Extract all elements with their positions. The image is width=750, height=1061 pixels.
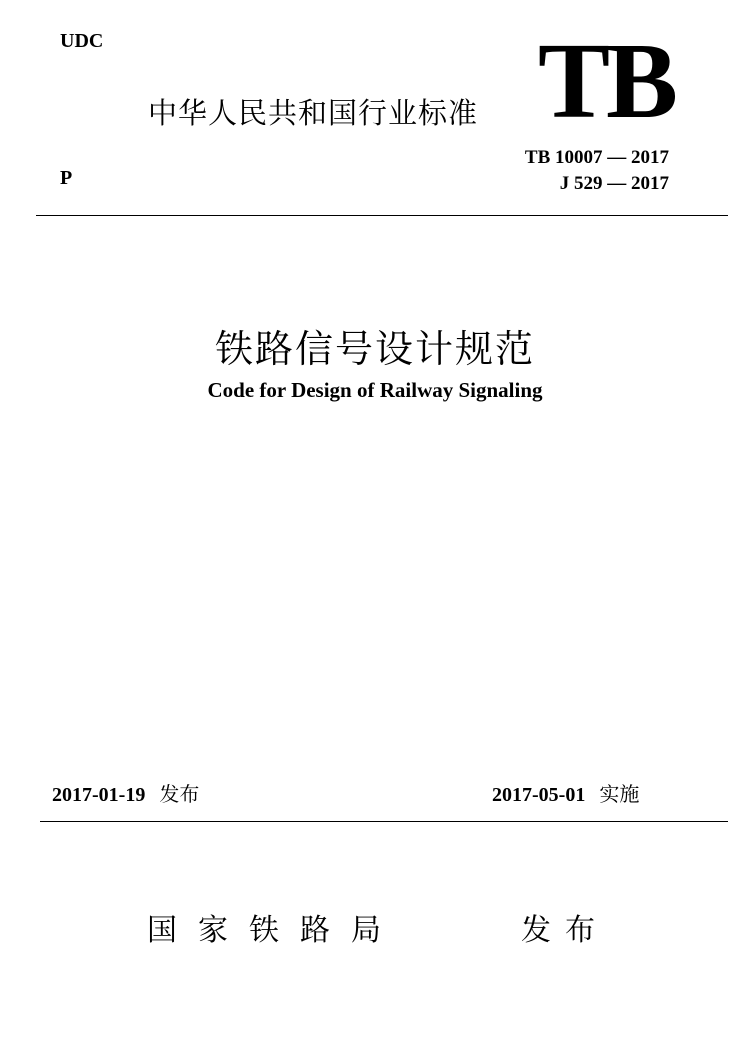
implementation-label: 实施 [599,782,640,806]
standard-numbers [525,145,669,197]
tb-standard-mark: TB [538,22,675,141]
title-english: Code for Design of Railway Signaling [207,378,543,402]
issue-date: 2017-01-19 [52,784,146,806]
title-chinese: 铁路信号设计规范 [214,327,535,371]
implementation-date: 2017-05-01 [492,784,586,806]
bottom-divider [40,821,728,822]
implementation-date-line [492,778,639,807]
standard-number: TB 10007 — 2017 [524,147,669,168]
standard-type: 中华人民共和国行业标准 [148,96,479,130]
classification-label: P [60,167,73,189]
issuer: 国家铁路局 [147,913,402,948]
udc-label: UDC [60,30,104,52]
issue-date-line [52,778,199,807]
issuer-action: 发布 [521,913,609,948]
top-divider [36,215,728,216]
issue-label: 发布 [159,782,200,806]
record-number: J 529 — 2017 [559,173,669,194]
